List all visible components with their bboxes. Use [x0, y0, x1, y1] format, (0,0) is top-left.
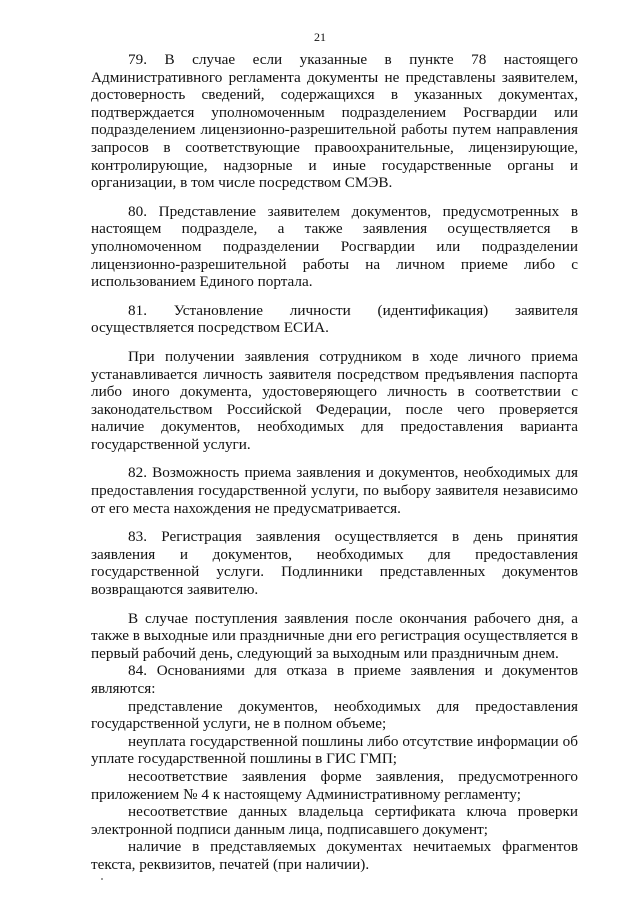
paragraph-82: 82. Возможность приема заявления и документов, необходимых для предоставления государственной услуги, по выбору заявителя независимо от его места нахождения не предусматривается. — [91, 464, 578, 517]
page-number: 21 — [314, 30, 326, 44]
refusal-ground-incomplete-documents: представление документов, необходимых для предоставления государственной услуги, не в полном объеме; — [91, 697, 578, 733]
refusal-ground-signature-mismatch: несоответствие данных владельца сертификата ключа проверки электронной подписи данным лица, подписавшего документ; — [91, 803, 578, 838]
paragraph-84: 84. Основаниями для отказа в приеме заявления и документов являются: — [91, 662, 578, 697]
paragraph-identity-check: При получении заявления сотрудником в ходе личного приема устанавливается личность заявителя посредством предъявления паспорта либо иного документа, удостоверяющего личность в соответствии с законодательством Российской Федерации, после чего проверяется наличие документов, необходимых для предоставления варианта государственной услуги. — [91, 347, 578, 453]
paragraph-81: 81. Установление личности (идентификация) заявителя осуществляется посредством ЕСИА. — [91, 301, 578, 337]
paragraph-after-hours: В случае поступления заявления после окончания рабочего дня, а также в выходные или праздничные дни его регистрация осуществляется в первый рабочий день, следующий за выходным или праздничным днем. — [91, 609, 578, 662]
paragraph-80: 80. Представление заявителем документов, предусмотренных в настоящем подразделе, а также заявления осуществляется в уполномоченном подразделении Росгвардии или подразделении лицензионно-разрешительной работы на личном приеме либо с использованием Единого портала. — [91, 202, 578, 291]
paragraph-79: 79. В случае если указанные в пункте 78 настоящего Административного регламента документы не представлены заявителем, достоверность сведений, содержащихся в указанных документах, подтверждается уполномоченным подразделением Росгвардии или подразделением лицензионно-разрешительной работы путем направления запросов в соответствующие правоохранительные, лицензирующие, контролирующие, надзорные и иные государственные органы и организации, в том числе посредством СМЭВ. — [91, 51, 578, 192]
refusal-ground-unpaid-fee: неуплата государственной пошлины либо отсутствие информации об уплате государственной пошлины в ГИС ГМП; — [91, 732, 578, 768]
page-body — [91, 51, 578, 874]
refusal-ground-form-mismatch: несоответствие заявления форме заявления, предусмотренного приложением № 4 к настоящему Административному регламенту; — [91, 767, 578, 803]
paragraph-83: 83. Регистрация заявления осуществляется в день принятия заявления и документов, необходимых для предоставления государственной услуги. Подлинники представленных документов возвращаются заявителю. — [91, 528, 578, 599]
refusal-ground-unreadable-fragments: наличие в представляемых документах нечитаемых фрагментов текста, реквизитов, печатей (при наличии). — [91, 838, 578, 873]
scan-speck — [101, 878, 103, 880]
